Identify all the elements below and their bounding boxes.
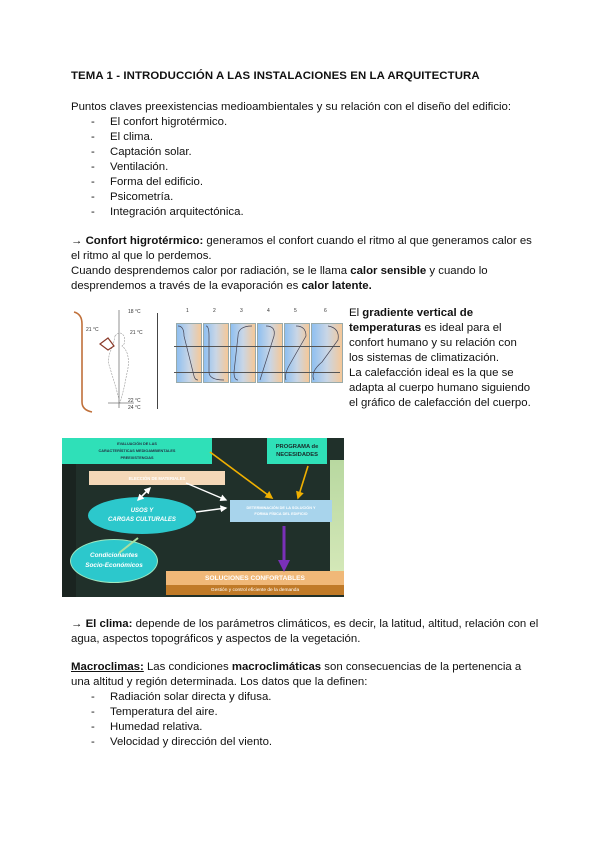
condicionantes-ellipse: Condicionantes Socio-Económicos (70, 539, 158, 583)
page-title: TEMA 1 - INTRODUCCIÓN A LAS INSTALACIONES EN LA ARQUITECTURA (71, 70, 480, 82)
gestion-box: Gestión y control eficiente de la demanda (166, 585, 344, 595)
soluciones-box: SOLUCIONES CONFORTABLES (166, 571, 344, 585)
determinacion-box: DETERMINACIÓN DE LA SOLUCIÓN Y FORMA FÍSICA DEL EDIFICIO (230, 500, 332, 522)
materiales-box: ELECCIÓN DE MATERIALES (89, 471, 225, 485)
clima-heading: El clima: (85, 618, 133, 630)
design-process-diagram (62, 438, 344, 597)
programa-box: PROGRAMA de NECESIDADES (267, 438, 327, 464)
macroclimas-heading: Macroclimas: (71, 661, 144, 673)
diagram-arrows (62, 438, 344, 597)
preexistencias-box: EVALUACIÓN DE LAS CARACTERÍSTICAS MEDIOAMBIENTALES PREEXISTENCIAS (62, 438, 212, 464)
temperature-gradient-figure: 18 °C 21 °C 21 °C 22 °C 24 °C 1 2 3 4 5 6 (70, 306, 342, 416)
usos-ellipse: USOS Y CARGAS CULTURALES (88, 497, 196, 534)
intro-text: Puntos claves preexistencias medioambientales y su relación con el diseño del edificio: (71, 101, 512, 113)
arrow-icon: → (71, 618, 83, 630)
arrow-icon: → (71, 235, 83, 247)
temperature-curves (70, 306, 342, 416)
confort-heading: Confort higrotérmico: (85, 235, 204, 247)
